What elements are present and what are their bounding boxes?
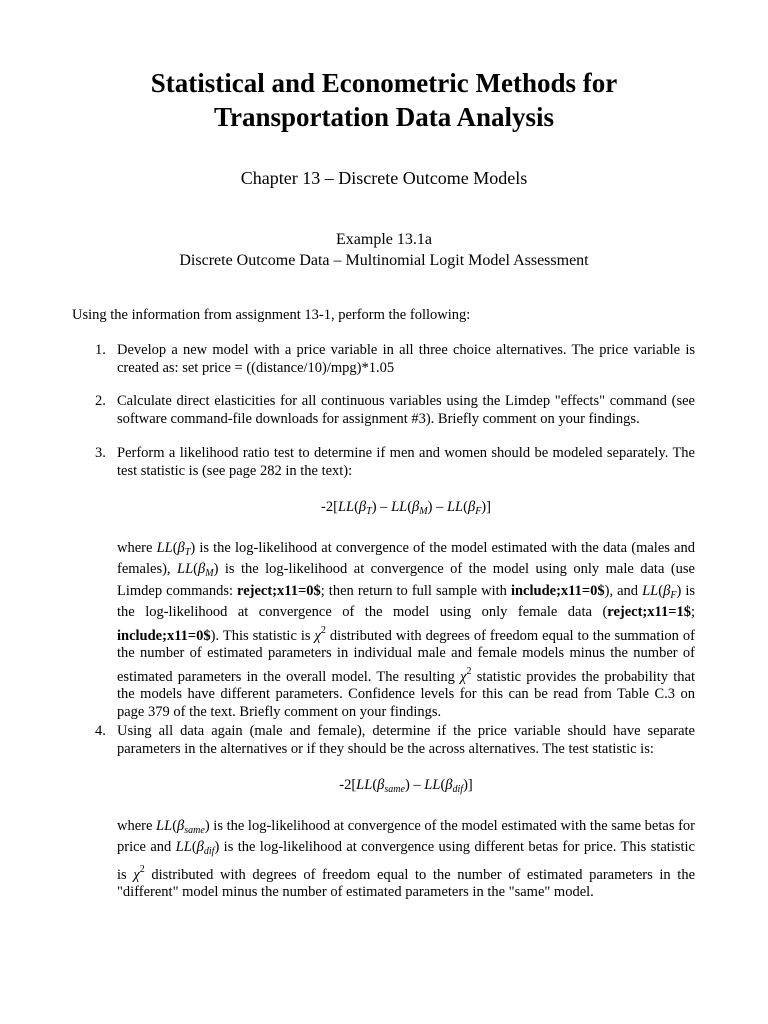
intro-text: Using the information from assignment 13-1, perform the following:: [72, 307, 471, 323]
list-item-1: [95, 342, 695, 377]
formula-explanation-3: where $LL(\beta_T)$ is the log-likelihood at convergence of the model estimated with the data (males and females), $LL(\beta_M)$ is the log-likelihood at convergence of the model using only male data (use Limdep commands: reject;x11=0$; then return to full sample with include;x11=0$), and $LL(\beta_F)$ is the log-likelihood at convergence of the model using only female data (reject;x11=1$; include;x11=0$). This statistic is $\chi^2$ distributed with degrees of freedom equal to the summation of the number of estimated parameters in individual male and female models minus the number of estimated parameters in the overall model. The resulting $\chi^2$ statistic provides the probability that the models have different parameters. Confidence levels for this can be read from Table C.3 on page 379 of the text. Briefly comment on your findings.: [117, 539, 695, 720]
item-text: Calculate direct elasticities for all continuous variables using the Limdep "effects" command (see software command-file downloads for assignment #3). Briefly comment on your findings.: [117, 393, 695, 427]
formula-lr-test-price: $-2[LL(\beta_{same}) - LL(\beta_{dif})]$: [339, 777, 473, 795]
item-text: Perform a likelihood ratio test to determine if men and women should be modeled separately. The test statistic is (see page 282 in the text):: [117, 445, 695, 479]
item-text: Develop a new model with a price variable in all three choice alternatives. The price variable is created as: set price = ((distance/10)/mpg)*1.05: [117, 342, 695, 376]
formula-lr-test-gender: $-2[LL(\beta_T) - LL(\beta_M) - LL(\beta_F)]$: [321, 499, 491, 517]
formula-explanation-4: where $LL(\beta_{same})$ is the log-likelihood at convergence of the model estimated with the same betas for price and $LL(\beta_{dif})$ is the log-likelihood at convergence using different betas for price. This statistic is $\chi^2$ distributed with degrees of freedom equal to the number of estimated parameters in the "different" model minus the number of estimated parameters in the "same" model.: [117, 817, 696, 900]
item-number: 4.: [95, 723, 106, 739]
item-number: 1.: [95, 342, 106, 358]
item-number: 3.: [95, 445, 106, 461]
list-item-2: [95, 393, 695, 428]
list-item-3: [95, 445, 695, 721]
item-number: 2.: [95, 393, 106, 409]
document-title: [0, 66, 768, 134]
example-number: Example 13.1a: [336, 231, 432, 248]
chapter-heading: Chapter 13 – Discrete Outcome Models: [240, 168, 528, 188]
example-heading: [0, 229, 768, 271]
title-line-1: Statistical and Econometric Methods for: [150, 68, 618, 98]
example-subtitle: Discrete Outcome Data – Multinomial Logit Model Assessment: [179, 252, 589, 269]
list-item-4: [95, 723, 695, 902]
item-text: Using all data again (male and female), determine if the price variable should have separate parameters in the alternatives or if they should be the across alternatives. The test statistic is:: [117, 723, 695, 757]
title-line-2: Transportation Data Analysis: [213, 102, 555, 132]
